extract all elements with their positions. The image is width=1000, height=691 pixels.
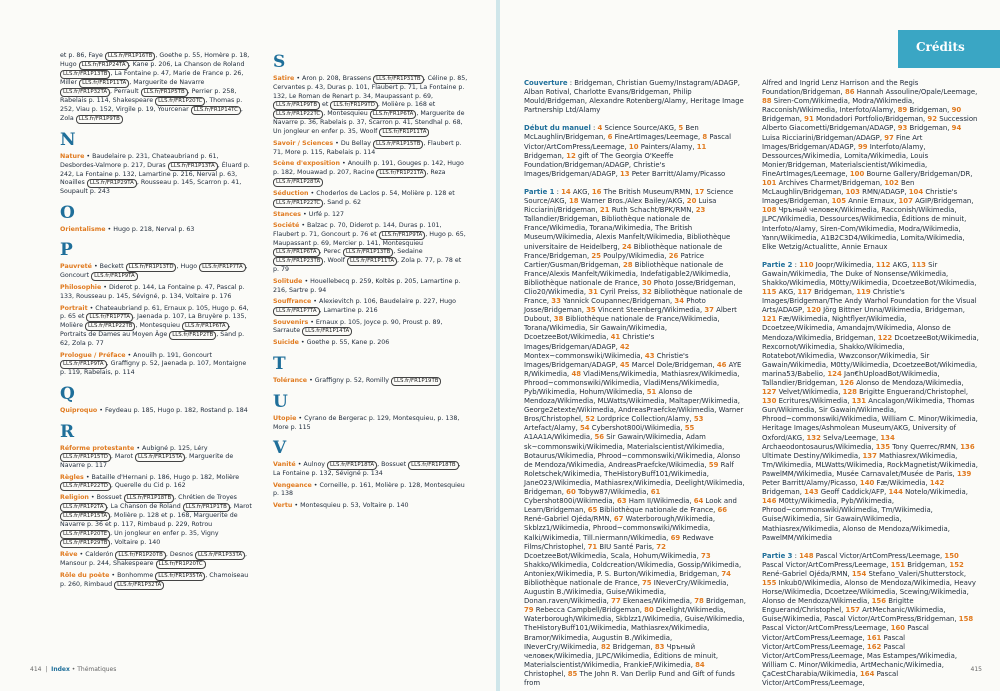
credits-title: Crédits — [916, 40, 965, 54]
page-ref: 34 — [674, 297, 684, 306]
page-ref: 4 — [597, 124, 603, 133]
link-pill[interactable]: LLS.fr/FR1P29TB — [60, 539, 110, 548]
index-theme: Portrait — [60, 304, 88, 312]
page-ref: 164 — [860, 669, 875, 678]
page-ref: 90 — [951, 106, 962, 115]
page-ref: 135 — [875, 442, 891, 451]
index-theme: Vertu — [273, 501, 293, 509]
link-pill[interactable]: LLS.fr/FR1P15TA — [60, 512, 110, 521]
page-ref: 35 — [586, 306, 596, 315]
page-ref: 148 — [799, 551, 814, 560]
page-ref: 83 — [654, 642, 665, 651]
page-ref: 155 — [762, 578, 777, 587]
page-ref: 80 — [644, 606, 654, 615]
index-entry: Séduction • Choderlos de Laclos p. 54, Molière p. 128 et LLS.fr/FR1P22TC , Sand p. 62 — [273, 189, 455, 206]
link-pill[interactable]: LLS.fr/FR1P32TA — [114, 581, 164, 590]
credits-heading: Partie 2 — [762, 260, 793, 269]
page-ref: 24 — [622, 242, 632, 251]
credits-section: Partie 1 : 14 AKG, 16 The British Museum/RMN, 17 Science Source/AKG, 18 Warner Bros./Alex Bailey/AKG, 20 Luisa Ricciarini/Bridgeman, 21 Ruth Schacht/BPK/RMN, 23 Tallandier/Bridgeman, Bibliothèque nationale de France/Wikimedia, Torana/Wikimedia, The British Museum/Wikimedia, Alexis Manfelt/Wikimedia, Bibliothèque universitaire de Heidelberg, 24 Bibliothèque nationale de France/Bridgeman, 25 Poulpy/Wikimedia, 26 Patrice Cartier/Gusman/Bridgeman, 28 Bibliothèque nationale de France/Alexis Manfelt/Wikimedia, Indefatigable2/Wikimedia, Bibliothèque nationale de France, 30 Photo Josse/Bridgeman, Clio20/Wikimedia, 31 Cyril Preiss, 32 Bibliothèque nationale de France, 33 Yannick Coupannec/Bridgeman, 34 Photo Josse/Bridgeman, 35 Vincent Steenberg/Wikimedia, 37 Albert Dubout, 38 Bibliothèque nationale de France/Wikimedia, Torana/Wikimedia, Sir Gawain/Wikimedia, DcoetzeeBot/Wikimedia, 41 Christie's Images/Bridgeman/ADAGP, 42 Montex~commonswiki/Wikimedia, 43 Christie's Images/Bridgeman/ADAGP, 45 Marcel Dole/Bridgeman, 46 AYE R/Wikimedia, 48 VladiMens/Wikimedia, Mathiasrex/Wikimedia, Phrood~commonswiki/Wikimedia, VladiMens/Wikimedia, Pyb/Wikimedia, Hohum/Wikimedia, 51 Alonso de Mendoza/Wikimedia, MLWatts/Wikimedia, Maltaper/Wikimedia, George2etexte/Wikimedia, AndreasPraefcke/Wikimedia, Warner Bros/Christophel, 52 Lordprice Collection/Alamy, 53 Artefact/Alamy, 54 Cybershot800i/Wikimedia, 55 A1AA1A/Wikimedia, 56 Sir Gawain/Wikimedia, Adam sk~commonswiki/Wikimedia, Materialscientist/Wikimedia, Botaurus/Wikimedia, Phrood~commonswiki/Wikimedia, Alonso de Mendoza/Wikimedia, AndreasPraefcke/Wikimedia, 59 Ralf Roletschek/Wikimedia, TheHistoryBuff101/Wikimedia, Jane023/Wikimedia, Mathiasrex/Wikimedia, Deelight/Wikimedia, Bridgeman, 60 Tobyw87/Wikimedia, 61 Cybershot800i/Wikimedia, 63 Ham II/Wikimedia, 64 Look and Learn/Bridgeman, 65 Bibliothèque nationale de France, 66 René-Gabriel Ojéda/RMN, 67 Waterborough/Wikimedia, Skblzz1/Wikimedia, Phrood~commonswiki/Wikimedia, Kalki/Wikimedia, Till.niermann/Wikimedia, 69 Redwave Films/Christophel, 71 BIU Santé Paris, 72 DcoetzeeBot/Wikimedia, Scala, Hohum/Wikimedia, 73 Shakko/Wikimedia, Coldcreation/Wikimedia, Gossip/Wikimedia, Antoniex/Wikimedia, P. S. Burton/Wikimedia, Bridgeman, 74 Bibliothèque nationale de France, 75 INeverCry/Wikimedia, Augustin B./Wikimedia, Guise/Wikimedia, Donan.raven/Wikimedia, 77 Ekenaes/Wikimedia, 78 Bridgeman, 79 Rebecca Campbell/Bridgeman, 80 Deelight/Wikimedia, Waterborough/Wikimedia, Skblzz1/Wikimedia, Guise/Wikimedia, TheHistoryBuff101/Wikimedia, Mathiasrex/Wikimedia, Bramor/Wikimedia, Augustin B./Wikimedia, INeverCry/Wikimedia, 82 Bridgeman, 83 Чръный человек/Wikimedia, JLPC/Wikimedia, Éditions de minuit, Materialscientist/Wikimedia, FrankieF/Wikimedia, 84 Christophel, 85 The John R. Van Derlip Fund and Gift of funds from — [524, 187, 746, 687]
index-entry: Rêve • Calderón LLS.fr/FR1P20TB , Desnos LLS.fr/FR1P33TA , Mansour p. 244, Shakespeare LLS.fr/FR1P20TC — [60, 550, 248, 567]
index-column-1 — [60, 52, 252, 593]
link-pill[interactable]: LLS.fr/FR1P13TB — [60, 70, 110, 79]
page-ref: 73 — [701, 551, 711, 560]
link-pill[interactable]: LLS.fr/FR1P14TA — [302, 327, 352, 336]
page-ref: 127 — [762, 388, 777, 397]
page-ref: 37 — [704, 306, 714, 315]
index-entry: Rôle du poète • Bonhomme LLS.fr/FR1P35TA , Chamoiseau p. 260, Rimbaud LLS.fr/FR1P32TA — [60, 571, 249, 588]
index-theme: Société — [273, 222, 300, 230]
page-ref: 89 — [897, 106, 908, 115]
link-pill[interactable]: LLS.fr/FR1P23TB — [273, 257, 323, 266]
page-ref: 67 — [613, 515, 624, 524]
index-theme: Quiproquo — [60, 406, 98, 414]
page-ref: 20 — [686, 197, 697, 206]
page-ref: 160 — [890, 624, 906, 633]
page-ref: 41 — [610, 333, 621, 342]
page-ref: 103 — [845, 188, 860, 197]
index-entry: Quiproquo • Feydeau p. 185, Hugo p. 182, Rostand p. 184 — [60, 406, 248, 414]
page-ref: 30 — [642, 278, 652, 287]
page-ref: 51 — [646, 388, 657, 396]
page-ref: 38 — [553, 315, 564, 324]
index-letter: U — [273, 391, 288, 412]
page-ref: 18 — [568, 197, 579, 206]
link-pill[interactable]: LLS.fr/FR1P20TC — [156, 560, 206, 569]
page-ref: 77 — [611, 597, 621, 606]
page-ref: 112 — [876, 260, 891, 269]
link-pill[interactable]: LLS.fr/FR1P18TA — [327, 461, 377, 470]
index-theme: Savoir / Sciences — [273, 139, 334, 147]
page-ref: 75 — [642, 578, 652, 587]
page-ref: 79 — [524, 606, 534, 615]
page-ref: 6 — [607, 133, 613, 142]
page-ref: 23 — [695, 206, 706, 215]
index-entry: Souffrance • Alexievitch p. 106, Baudelaire p. 227, Hugo LLS.fr/FR1P7TA , Lamartine p. 216 — [273, 298, 456, 314]
link-pill[interactable]: LLS.fr/FR1P2TB — [169, 331, 216, 340]
link-pill[interactable]: LLS.fr/FR1P20TB — [115, 551, 165, 560]
page-ref: 156 — [871, 597, 887, 606]
index-theme: Utopie — [273, 414, 297, 422]
page-number-right: 415 — [970, 666, 982, 673]
page-ref: 122 — [877, 333, 893, 342]
footer-subsection: Thématiques — [77, 666, 117, 673]
page-ref: 42 — [619, 342, 630, 351]
page-ref: 105 — [831, 197, 847, 206]
page-ref: 28 — [622, 260, 633, 269]
page-ref: 33 — [551, 297, 561, 306]
page-ref: 99 — [857, 142, 868, 151]
page-ref: 31 — [588, 287, 598, 296]
link-pill[interactable]: LLS.fr/FR1P16TB — [105, 52, 155, 61]
link-pill[interactable]: LLS.fr/FR1P7TA — [86, 313, 133, 322]
index-letter: N — [60, 130, 76, 150]
footer-section: Index — [51, 666, 70, 673]
link-pill[interactable]: LLS.fr/FR1P18TB — [408, 461, 458, 470]
page-ref: 115 — [762, 288, 777, 297]
right-page — [500, 0, 1000, 691]
index-theme: Souffrance — [273, 298, 312, 306]
index-entry: Vertu • Montesquieu p. 53, Voltaire p. 140 — [273, 501, 409, 509]
page-ref: 154 — [851, 569, 867, 578]
link-pill[interactable]: LLS.fr/FR1P6TA — [273, 248, 320, 257]
page-ref: 17 — [694, 187, 705, 196]
index-letter: Q — [60, 383, 75, 404]
page-ref: 52 — [585, 415, 595, 424]
index-theme: Prologue / Préface — [60, 351, 126, 359]
link-pill[interactable]: LLS.fr/FR1P9TA — [379, 231, 426, 240]
link-pill[interactable]: LLS.fr/FR1P9TB — [76, 115, 123, 124]
page-ref: 146 — [762, 497, 777, 506]
page-ref: 142 — [929, 479, 945, 488]
index-theme: Vengeance — [273, 481, 312, 489]
index-theme: Nature — [60, 153, 85, 160]
index-letter: P — [60, 240, 73, 261]
link-pill[interactable]: LLS.fr/FR1P24TA — [79, 61, 129, 70]
index-theme: Religion — [60, 494, 89, 502]
index-theme: Réforme protestante — [60, 444, 135, 452]
credits-column-1 — [524, 79, 746, 691]
page-ref: 91 — [804, 115, 814, 124]
page-ref: 132 — [806, 433, 821, 442]
index-entry: Suicide • Goethe p. 55, Kane p. 206 — [273, 339, 390, 347]
index-theme: Stances — [273, 210, 302, 218]
link-pill[interactable]: LLS.fr/FR1P33TA — [195, 551, 245, 560]
page-ref: 74 — [721, 569, 731, 578]
credits-section: Couverture : Bridgeman, Christian Guemy/Instagram/ADAGP, Alban Rotival, Charlotte Evans/Bridgeman, Philip Mould/Bridgeman, Alexandre Rotenberg/Alamy, Heritage Image Partnership Ltd/Alamy — [524, 79, 744, 115]
link-pill[interactable]: LLS.fr/FR1P21TA — [376, 169, 426, 178]
index-entry: Portrait • Chateaubriand p. 61, Ernaux p. 105, Hugo p. 64, p. 65 et LLS.fr/FR1P7TA , Jaenada p. 107, La Bruyère p. 135, Molière LLS.fr/FR1P22TB , Montesquieu LLS.fr/FR1P6TA , Portraits de Dames au Moyen Âge LLS.fr/FR1P2TB , Sand p. 62, Zola p. 77 — [60, 304, 249, 348]
page-ref: 137 — [862, 451, 877, 460]
credits-section: Partie 3 : 148 Pascal Victor/ArtComPress/Leemage, 150 Pascal Victor/ArtComPress/Leemage, 151 Bridgeman, 152 René-Gabriel Ojéda/RMN, 154 Stefano_Valeri/Shutterstock, 155 Inkub0/Wikimedia, Alonso de Mendoza/Wikimedia, Heavy Horse/Wikimedia, Dcoetzee/Wikimedia, Scewing/Wikimedia, Alonso de Mendoza/Wikimedia, 156 Brigitte Enguerand/Christophel, 157 ArtMechanic/Wikimedia, Guise/Wikimedia, Pascal Victor/ArtComPress/Bridgeman, 158 Pascal Victor/ArtComPress/Leemage, 160 Pascal Victor/ArtComPress/Leemage, 161 Pascal Victor/ArtComPress/Leemage, 162 Pascal Victor/ArtComPress/Leemage, Mas Estampes/Wikimedia, William C. Minor/Wikimedia, ArtMechanic/Wikimedia, ÇaCestCharabia/Wikimedia, 164 Pascal Victor/ArtComPress/Leemage, — [762, 551, 976, 687]
index-theme: Suicide — [273, 339, 299, 347]
page-ref: 110 — [799, 260, 814, 269]
page-ref: 100 — [849, 169, 865, 178]
page-ref: 71 — [587, 542, 598, 551]
link-pill[interactable]: LLS.fr/FR1P18TB — [124, 494, 174, 503]
link-pill[interactable]: LLS.fr/FR1P7TA — [273, 307, 320, 316]
page-ref: 144 — [888, 488, 903, 497]
page-ref: 16 — [591, 187, 602, 196]
page-ref: 11 — [696, 142, 707, 151]
index-entry: Société • Balzac p. 70, Diderot p. 144, Duras p. 101, Flaubert p. 71, Goncourt p. 76 et LLS.fr/FR1P9TA , Hugo p. 65, Maupassant p. 69, Mercier p. 141, Montesquieu LLS.fr/FR1P6TA , Perec LLS.fr/FR1P13TB , Sedaine LLS.fr/FR1P23TB , Woolf LLS.fr/FR1P11TA , Zola p. 77, p. 78 et p. 79 — [273, 222, 466, 274]
link-pill[interactable]: LLS.fr/FR1P9TB — [273, 101, 320, 110]
credits-section: Alfred and Ingrid Lenz Harrison and the Regis Foundation/Bridgeman, 86 Hannah Assouline/Opale/Leemage, 88 Siren-Com/Wikimedia, Modra/Wikimedia, Racconish/Wikimedia, Interfoto/Alamy, 89 Bridgeman, 90 Bridgeman, 91 Mondadori Portfolio/Bridgeman, 92 Succession Alberto Giacometti/Bridgeman/ADAGP, 93 Bridgeman, 94 Luisa Ricciarini/Bridgeman/ADAGP, 97 Fine Art Images/Bridgeman/ADAGP, 99 Interfoto/Alamy, Dessources/Wikimedia, Lomita/Wikimedia, Louis Monier/Bridgeman, Materialscientist/Wikimedia, FineArtImages/Leemage, 100 Bourne Gallery/Bridgeman/DR, 101 Archives Charmet/Bridgeman, 102 Ben McLaughlin/Bridgeman, 103 RMN/ADAGP, 104 Christie's Images/Bridgeman, 105 Annie Ernaux, 107 AGIP/Bridgeman, 108 Чръный человек/Wikimedia, Racconish/Wikimedia, JLPC/Wikimedia, Dessources/Wikimedia, Éditions de minuit, Interfoto/Alamy, Siren-Com/Wikimedia, Modra/Wikimedia, Yann/Wikimedia, A1B2C3D4/Wikimedia, Lomita/Wikimedia, Elke Wetzig/Actualitte, Annie Ernaux — [762, 79, 978, 251]
index-theme: Orientalisme — [60, 225, 106, 233]
page-ref: 63 — [616, 497, 627, 506]
link-pill[interactable]: LLS.fr/FR1P22TC — [273, 199, 323, 208]
index-entry: Scène d'exposition • Anouilh p. 191, Gouges p. 142, Hugo p. 182, Mouawad p. 207, Racine LLS.fr/FR1P21TA , Reza LLS.fr/FR1P28TA — [273, 160, 464, 185]
link-pill[interactable]: LLS.fr/FR1P31TB — [373, 75, 423, 84]
link-pill[interactable]: LLS.fr/FR1P13TB — [343, 248, 393, 257]
index-theme: Souvenirs — [273, 318, 309, 326]
index-theme: Tolérance — [273, 376, 308, 384]
page-ref: 126 — [839, 379, 854, 387]
page-ref: 82 — [600, 642, 611, 651]
page-ref: 60 — [566, 488, 576, 497]
credits-banner — [898, 30, 1000, 68]
index-theme: Séduction — [273, 189, 309, 197]
page-ref: 152 — [949, 560, 964, 569]
link-pill[interactable]: LLS.fr/FR1P11TA — [79, 79, 129, 88]
index-entry: Stances • Urfé p. 127 — [273, 210, 345, 218]
page-ref: 46 — [716, 360, 727, 369]
page-ref: 64 — [693, 497, 704, 506]
footer-separator: • — [71, 666, 76, 673]
page-ref: 53 — [693, 415, 704, 424]
index-entry: Pauvreté • Beckett LLS.fr/FR1P13TD , Hugo LLS.fr/FR1P7TA , Goncourt LLS.fr/FR1P9TA — [60, 263, 248, 280]
link-pill[interactable]: LLS.fr/FR1P22TD — [60, 482, 111, 491]
page-ref: 45 — [619, 360, 630, 369]
link-pill[interactable]: LLS.fr/FR1P11TA — [379, 128, 429, 137]
page-ref: 10 — [628, 142, 639, 151]
page-ref: 150 — [944, 551, 959, 560]
page-ref: 78 — [694, 597, 704, 606]
page-ref: 13 — [619, 169, 630, 178]
index-entry: Règles • Bataille d'Hernani p. 186, Hugo p. 182, Molière LLS.fr/FR1P22TD , Querelle du Cid p. 162 — [60, 473, 240, 490]
credits-heading: Couverture — [524, 79, 568, 87]
page-ref: 161 — [866, 633, 882, 642]
page-ref: 108 — [762, 206, 777, 215]
link-pill[interactable]: LLS.fr/FR1P15TB — [373, 140, 423, 149]
link-pill[interactable]: LLS.fr/FR1P13TA — [168, 162, 218, 171]
index-letter: V — [273, 438, 287, 459]
page-ref: 66 — [717, 506, 728, 515]
index-entry: Réforme protestante • Aubigné p. 125, Léry LLS.fr/FR1P15TD , Marot LLS.fr/FR1P15TA , Marguerite de Navarre p. 117 — [60, 444, 234, 470]
page-ref: 131 — [851, 397, 867, 406]
credits-section: Début du manuel : 4 Science Source/AKG, 5 Ben McLaughlin/Bridgeman, 6 FineArtImages/Leemage, 8 Pascal Victor/ArtComPress/Leemage, 10 Painters/Alamy, 11 Bridgeman, 12 gift of The Georgia O'Keeffe Foundation/Bridgeman/ADAGP, Christie's Images/Bridgeman/ADAGP, 13 Peter Barritt/Alamy/Picasso — [524, 124, 731, 178]
link-pill[interactable]: LLS.fr/FR1P6TA — [182, 322, 229, 331]
index-letter: S — [273, 52, 286, 72]
page-ref: 12 — [566, 151, 576, 160]
page-ref: 48 — [571, 369, 582, 378]
page-ref: 5 — [678, 124, 684, 133]
link-pill[interactable]: LLS.fr/FR1P32TA — [60, 88, 110, 97]
page-ref: 94 — [951, 124, 962, 133]
index-entry: Utopie • Cyrano de Bergerac p. 129, Montesquieu, p. 138, More p. 115 — [273, 414, 460, 431]
link-pill[interactable]: LLS.fr/FR1P22TC — [273, 110, 323, 119]
index-entry: Vengeance • Corneille, p. 161, Molière p. 128, Montesquieu p. 138 — [273, 481, 465, 498]
credits-column-2 — [762, 79, 980, 691]
index-theme: Pauvreté — [60, 263, 92, 271]
link-pill[interactable]: LLS.fr/FR1P22TB — [85, 322, 135, 331]
page-ref: 102 — [884, 179, 899, 188]
page-ref: 140 — [859, 479, 875, 488]
credits-heading: Partie 1 — [524, 187, 555, 196]
link-pill[interactable]: LLS.fr/FR1P6TA — [370, 110, 417, 119]
link-pill[interactable]: LLS.fr/FR1P20TC — [155, 97, 205, 106]
index-letter: R — [60, 421, 75, 442]
link-pill[interactable]: LLS.fr/FR1P1TB — [183, 503, 230, 512]
link-pill[interactable]: LLS.fr/FR1P9TA — [60, 360, 107, 369]
page-ref: 61 — [650, 488, 661, 497]
link-pill[interactable]: LLS.fr/FR1P13TD — [126, 263, 177, 272]
link-pill[interactable]: LLS.fr/FR1P29TA — [87, 179, 137, 188]
page-ref: 86 — [844, 88, 855, 97]
page-ref: 107 — [898, 197, 913, 206]
page-ref: 104 — [908, 188, 924, 197]
page-ref: 32 — [642, 287, 652, 296]
index-theme: Satire — [273, 75, 295, 82]
link-pill[interactable]: LLS.fr/FR1P2TA — [60, 503, 107, 512]
link-pill[interactable]: LLS.fr/FR1P15TA — [135, 453, 185, 462]
page-ref: 117 — [797, 288, 812, 297]
index-entry: Religion • Bossuet LLS.fr/FR1P18TB , Chrétien de Troyes LLS.fr/FR1P2TA , La Chanson de Roland LLS.fr/FR1P1TB , Marot LLS.fr/FR1P15TA , Molière p. 128 et p. 168, Marguerite de Navarre p. 36 et p. 117, Rimbaud p. 229, Rotrou LLS.fr/FR1P20TE , Un jongleur en enfer p. 35, Vigny LLS.fr/FR1P29TB , Voltaire p. 140 — [60, 494, 252, 546]
index-entry: Vanité • Aulnoy LLS.fr/FR1P18TA , Bossuet LLS.fr/FR1P18TB , La Fontaine p. 132, Sévigné p. 134 — [273, 461, 461, 478]
index-theme: Philosophie — [60, 284, 102, 292]
index-entry: Orientalisme • Hugo p. 218, Nerval p. 63 — [60, 225, 195, 233]
page-ref: 158 — [958, 615, 974, 624]
link-pill[interactable]: LLS.fr/FR1P7TA — [199, 263, 246, 272]
index-entry: Satire • Aron p. 208, Brassens LLS.fr/FR1P31TB , Céline p. 85, Cervantes p. 43, Duras p. 101, Flaubert p. 71, La Fontaine p. 132, Le Roman de Renart p. 34, Maupassant p. 69, LLS.fr/FR1P9TB et LLS.fr/FR1P9TD , Molière p. 168 et LLS.fr/FR1P22TC , Montesquieu LLS.fr/FR1P6TA , Marguerite de Navarre p. 36, Rabelais p. 37, Scarron p. 41, Stendhal p. 68, Un jongleur en enfer p. 35, Woolf LLS.fr/FR1P11TA — [273, 75, 468, 135]
link-pill[interactable]: LLS.fr/FR1P28TA — [273, 178, 323, 187]
page-ref: 120 — [806, 306, 821, 315]
index-entry: Prologue / Préface • Anouilh p. 191, Goncourt LLS.fr/FR1P9TA , Graffigny p. 52, Jaenada p. 107, Montaigne p. 119, Rabelais, p. 114 — [60, 351, 247, 377]
page-ref: 54 — [579, 424, 590, 433]
page-ref: 59 — [708, 460, 719, 469]
page-ref: 128 — [842, 388, 857, 397]
page-ref: 85 — [567, 669, 578, 678]
link-pill[interactable]: LLS.fr/FR1P14TC — [191, 106, 241, 115]
page-ref: 113 — [911, 260, 926, 269]
page-ref: 69 — [670, 533, 681, 542]
link-pill[interactable]: LLS.fr/FR1P15TD — [60, 453, 111, 462]
index-theme: Vanité — [273, 461, 296, 469]
credits-heading: Partie 3 — [762, 551, 793, 560]
link-pill[interactable]: LLS.fr/FR1P9TD — [330, 101, 377, 110]
index-entry: Nature • Baudelaire p. 231, Chateaubriand p. 61, Desbordes-Valmore p. 217, Duras LLS.fr/FR1P13TA , Éluard p. 242, La Fontaine p. 132, Lamartine p. 216, Nerval p. 63, Noailles LLS.fr/FR1P29TA , Rousseau p. 145, Scarron p. 41, Soupault p. 243 — [60, 153, 250, 196]
page-number: 414 — [30, 666, 42, 673]
page-ref: 93 — [897, 124, 908, 133]
page-ref: 43 — [644, 351, 655, 360]
left-footer: 414 | Index • Thématiques — [30, 666, 117, 673]
link-pill[interactable]: LLS.fr/FR1P9TA — [91, 272, 138, 281]
page-ref: 157 — [845, 606, 860, 615]
index-theme: Scène d'exposition — [273, 160, 340, 168]
page-ref: 119 — [856, 288, 871, 297]
page-ref: 84 — [695, 660, 705, 669]
index-theme: Rêve — [60, 550, 78, 558]
page-ref: 72 — [656, 542, 666, 551]
page-ref: 143 — [804, 488, 819, 497]
page-ref: 25 — [591, 251, 601, 260]
index-entry: Souvenirs • Ernaux p. 105, Joyce p. 90, Proust p. 89, Sarraute LLS.fr/FR1P14TA — [273, 318, 443, 335]
link-pill[interactable]: LLS.fr/FR1P20TE — [60, 530, 110, 539]
index-letter: T — [273, 353, 286, 374]
index-entry: et p. 86, Faye LLS.fr/FR1P16TB , Goethe p. 55, Homère p. 18, Hugo LLS.fr/FR1P24TA , Kane p. 206, La Chanson de Roland LLS.fr/FR1P13TB , La Fontaine p. 47, Marie de France p. 26, Miller LLS.fr/FR1P11TA , Marguerite de Navarre LLS.fr/FR1P32TA , Perrault LLS.fr/FR1P5TB , Perrier p. 258, Rabelais p. 114, Shakespeare LLS.fr/FR1P20TC , Thomas p. 252, Viau p. 152, Virgile p. 19, Yourcenar LLS.fr/FR1P14TC , Zola LLS.fr/FR1P9TB — [60, 52, 250, 122]
index-entry: Tolérance • Graffigny p. 52, Romilly LLS.fr/FR1P19TB — [273, 377, 469, 386]
index-entry: Philosophie • Diderot p. 144, La Fontaine p. 47, Pascal p. 133, Rousseau p. 145, Sévigné, p. 134, Voltaire p. 176 — [60, 284, 245, 300]
page-ref: 92 — [927, 115, 937, 124]
page-ref: 151 — [890, 560, 906, 569]
link-pill[interactable]: LLS.fr/FR1P5TB — [141, 88, 188, 97]
page-ref: 55 — [684, 424, 695, 433]
link-pill[interactable]: LLS.fr/FR1P35TA — [155, 572, 205, 581]
link-pill[interactable]: LLS.fr/FR1P19TB — [391, 377, 441, 386]
index-theme: Règles — [60, 473, 84, 481]
page-ref: 101 — [762, 179, 777, 188]
page-ref: 136 — [960, 442, 975, 451]
page-ref: 88 — [762, 97, 772, 106]
credits-heading: Début du manuel — [524, 124, 591, 133]
page-ref: 121 — [762, 315, 777, 324]
index-letter: O — [60, 202, 75, 223]
page-ref: 14 — [561, 187, 571, 196]
page-ref: 162 — [866, 642, 882, 651]
page-ref: 134 — [880, 433, 895, 442]
index-entry: Savoir / Sciences • Du Bellay LLS.fr/FR1P15TB , Flaubert p. 71, More p. 115, Rabelais p. 114 — [273, 139, 462, 156]
page-ref: 65 — [587, 506, 598, 515]
page-ref: 26 — [668, 251, 679, 260]
credits-section: Partie 2 : 110 Joopr/Wikimedia, 112 AKG, 113 Sir Gawain/Wikimedia, The Duke of Nonsense/Wikimedia, Shakko/Wikimedia, M0tty/Wikimedia, DcoetzeeBot/Wikimedia, 115 AKG, 117 Bridgeman, 119 Christie's Images/Bridgeman/The Andy Warhol Foundation for the Visual Arts/ADAGP, 120 Jörg Bittner Unna/Wikimedia, Bridgeman, 121 Fæ/Wikimedia, Nightflyer/Wikimedia, Dcoetzee/Wikimedia, Amandajm/Wikimedia, Alonso de Mendoza/Wikimedia, Bridgeman, 122 DcoetzeeBot/Wikimedia, Rexcornot/Wikimedia, Shakko/Wikimedia, Rotatebot/Wikimedia, Wwzconsor/Wikimedia, Sir Gawain/Wikimedia, M0tty/Wikimedia, DcoetzeeBot/Wikimedia, marina53/Babelio, 124 Jan€hUploadBot/Wikimedia, Tallandier/Bridgeman, 126 Alonso de Mendoza/Wikimedia, 127 Velvet/Wikimedia, 128 Brigitte Enguerand/Christophel, 130 Ecritures/Wikimedia, 131 Ancalagon/Wikimedia, Thomas Gun/Wikimedia, Sir Gawain/Wikimedia, Phrood~commonswiki/Wikimedia, William C. Minor/Wikimedia, Heritage Images/Ashmolean Museum/AKG, University of Oxford/AKG, 132 Selva/Leemage, 134 Archaeodontosaurus/Wikimedia, 135 Tony Querrec/RMN, 136 Ultimate Destiny/Wikimedia, 137 Mathiasrex/Wikimedia, Tm/Wikimedia, MLWatts/Wikimedia, RockMagnetist/Wikimedia, PawelMM/Wikimedia, Musée Carnavalet/Musée de Paris, 139 Peter Barritt/Alamy/Picasso, 140 Fæ/Wikimedia, 142 Bridgeman, 143 Geoff Caddick/AFP, 144 Notelo/Wikimedia, 146 M0tty/Wikimedia, Pyb/Wikimedia, Phrood~commonswiki/Wikimedia, Tm/Wikimedia, Guise/Wikimedia, Sir Gawain/Wikimedia, Mathiasrex/Wikimedia, Alonso de Mendoza/Wikimedia, PawelMM/Wikimedia — [762, 260, 979, 542]
page-ref: 8 — [702, 133, 708, 142]
page-ref: 56 — [594, 433, 605, 442]
index-theme: Solitude — [273, 277, 303, 285]
page-ref: 124 — [827, 369, 842, 378]
link-pill[interactable]: LLS.fr/FR1P11TA — [347, 257, 397, 266]
index-column-2 — [273, 52, 469, 513]
page-ref: 97 — [884, 133, 894, 142]
left-page — [0, 0, 496, 691]
index-theme: Rôle du poète — [60, 571, 110, 579]
page-ref: 130 — [762, 397, 777, 406]
index-entry: Solitude • Houellebecq p. 259, Koltès p. 205, Lamartine p. 216, Sartre p. 94 — [273, 277, 461, 294]
page-ref: 139 — [956, 469, 972, 478]
page-ref: 21 — [599, 206, 610, 215]
